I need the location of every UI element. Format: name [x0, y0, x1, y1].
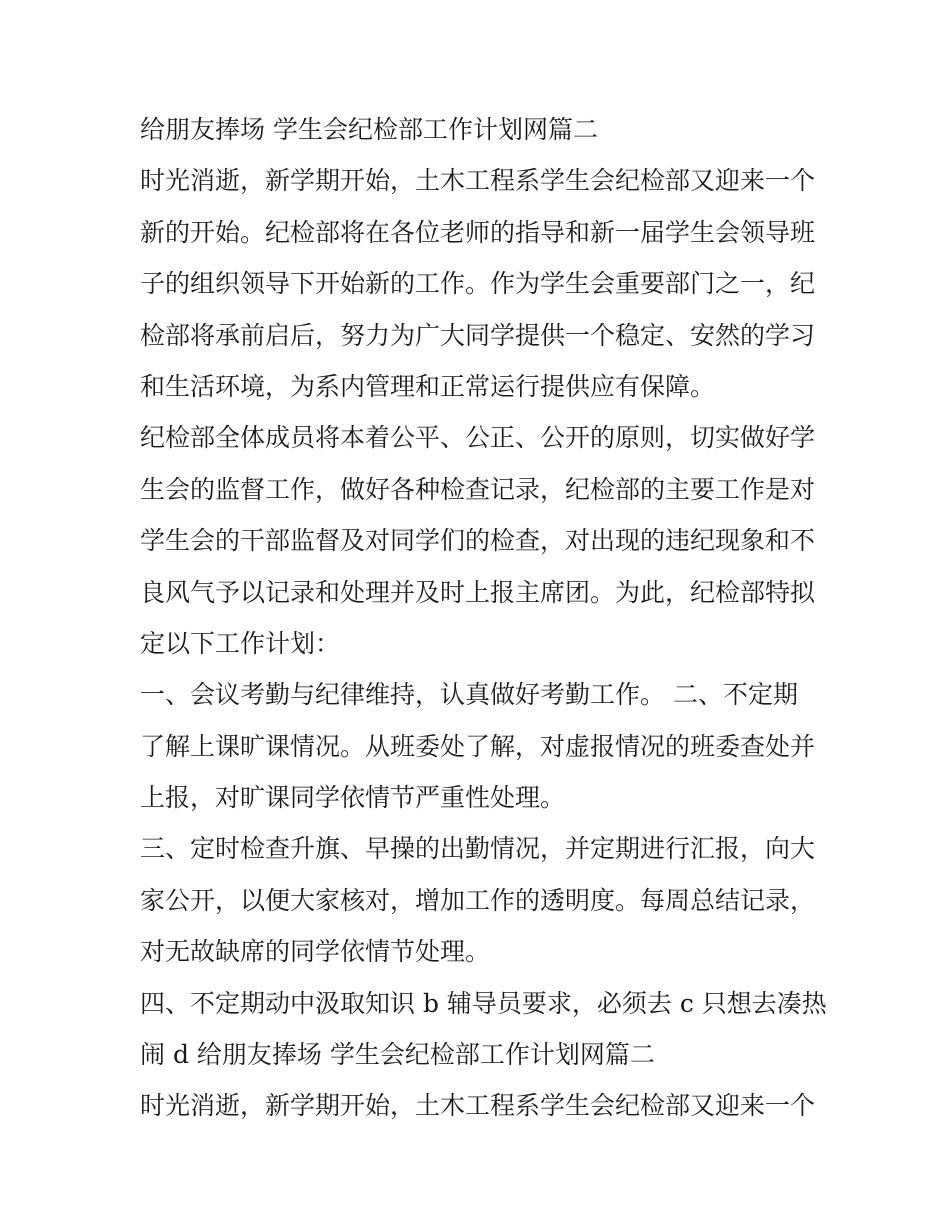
- text-line: 对无故缺席的同学依情节处理。: [140, 937, 491, 967]
- text-line: 检部将承前启后，努力为广大同学提供一个稳定、安然的学习: [140, 320, 816, 350]
- text-line: 学生会的干部监督及对同学们的检查，对出现的违纪现象和不: [140, 526, 816, 556]
- text-line: 时光消逝，新学期开始，土木工程系学生会纪检部又迎来一个: [140, 166, 816, 196]
- text-line: 了解上课旷课情况。从班委处了解，对虚报情况的班委查处并: [140, 731, 816, 761]
- text-line: 纪检部全体成员将本着公平、公正、公开的原则，切实做好学: [140, 423, 816, 453]
- text-line: 家公开，以便大家核对，增加工作的透明度。每周总结记录，: [140, 885, 816, 915]
- text-line: 定以下工作计划：: [140, 628, 341, 658]
- text-line: 三、定时检查升旗、早操的出勤情况，并定期进行汇报，向大: [140, 834, 816, 864]
- text-line: 上报，对旷课同学依情节严重性处理。: [140, 783, 566, 813]
- text-line: 四、不定期动中汲取知识 b 辅导员要求，必须去 c 只想去凑热: [140, 988, 827, 1018]
- text-line: 和生活环境，为系内管理和正常运行提供应有保障。: [140, 371, 716, 401]
- text-line: 新的开始。纪检部将在各位老师的指导和新一届学生会领导班: [140, 217, 816, 247]
- text-line: 子的组织领导下开始新的工作。作为学生会重要部门之一，纪: [140, 269, 816, 299]
- text-line: 闹 d 给朋友捧场 学生会纪检部工作计划网篇二: [140, 1040, 655, 1070]
- text-line: 良风气予以记录和处理并及时上报主席团。为此，纪检部特拟: [140, 577, 816, 607]
- text-line: 生会的监督工作，做好各种检查记录，纪检部的主要工作是对: [140, 474, 816, 504]
- text-line: 给朋友捧场 学生会纪检部工作计划网篇二: [140, 115, 598, 144]
- text-line: 时光消逝，新学期开始，土木工程系学生会纪检部又迎来一个: [140, 1091, 816, 1121]
- document-body: [140, 104, 827, 1132]
- text-line: 一、会议考勤与纪律维持，认真做好考勤工作。 二、不定期: [140, 680, 798, 710]
